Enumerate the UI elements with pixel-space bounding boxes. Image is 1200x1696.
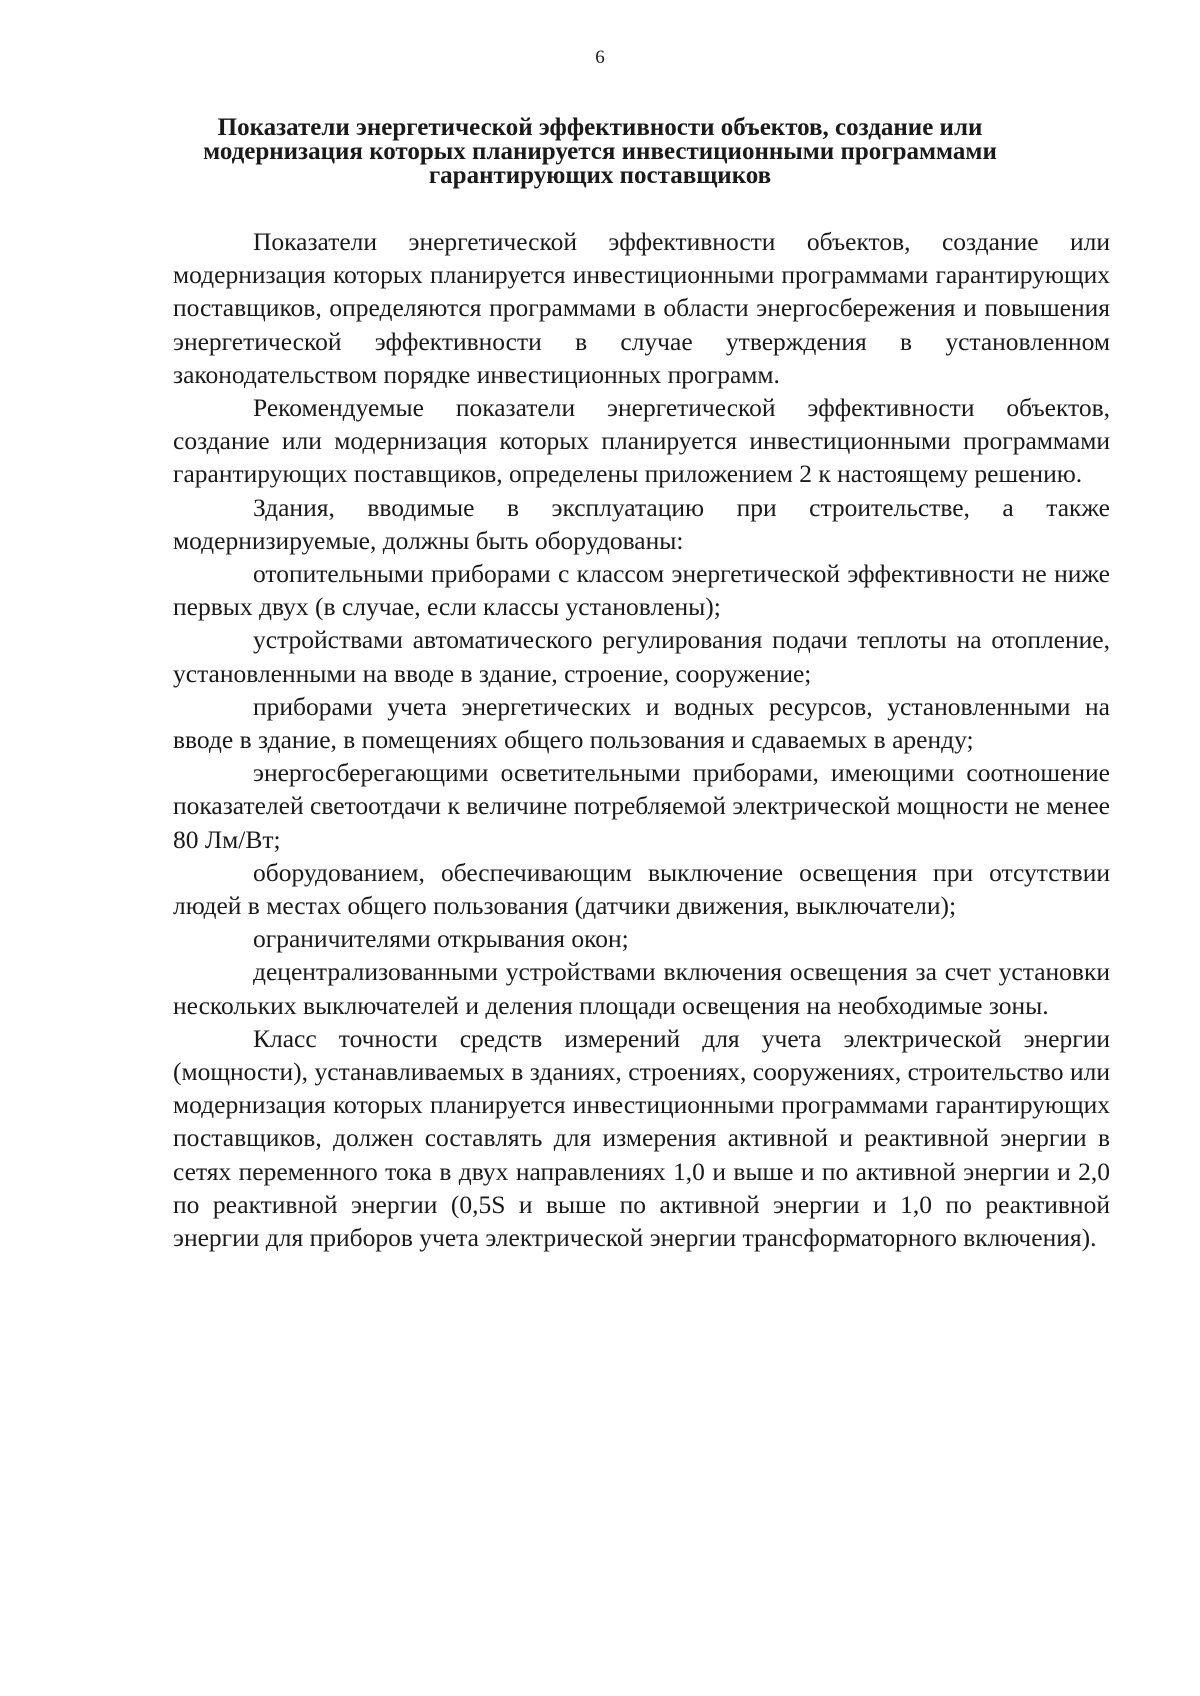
paragraph: децентрализованными устройствами включения освещения за счет установки нескольких выключателей и деления площади освещения на необходимые зоны.	[173, 957, 1110, 1020]
paragraph: Показатели энергетической эффективности объектов, создание или модернизация которых планируется инвестиционными программами гарантирующих поставщиков, определяются программами в области энергосбережения и повышения энергетической эффективности в случае утверждения в установленном законодательством порядке инвестиционных программ.	[173, 227, 1110, 389]
paragraph: устройствами автоматического регулирования подачи теплоты на отопление, установленными на вводе в здание, строение, сооружение;	[173, 625, 1110, 688]
paragraph: Здания, вводимые в эксплуатацию при строительстве, а также модернизируемые, должны быть оборудованы:	[173, 492, 1110, 555]
paragraph: отопительными приборами с классом энергетической эффективности не ниже первых двух (в случае, если классы установлены);	[173, 559, 1110, 622]
paragraph: Рекомендуемые показатели энергетической эффективности объектов, создание или модернизация которых планируется инвестиционными программами гарантирующих поставщиков, определены приложением 2 к настоящему решению.	[173, 393, 1110, 489]
paragraph: оборудованием, обеспечивающим выключение освещения при отсутствии людей в местах общего пользования (датчики движения, выключатели);	[173, 857, 1110, 921]
paragraph: приборами учета энергетических и водных ресурсов, установленными на вводе в здание, в помещениях общего пользования и сдаваемых в аренду;	[173, 691, 1110, 755]
document-body	[173, 225, 1110, 1254]
paragraph: энергосберегающими осветительными приборами, имеющими соотношение показателей светоотдачи к величине потребляемой электрической мощности не менее 80 Лм/Вт;	[173, 758, 1110, 854]
document-title: Показатели энергетической эффективности объектов, создание или модернизация которых планируется инвестиционными программами гарантирующих поставщиков	[203, 114, 997, 189]
paragraph: Класс точности средств измерений для учета электрической энергии (мощности), устанавливаемых в зданиях, строениях, сооружениях, строительство или модернизация которых планируется инвестиционными программами гарантирующих поставщиков, должен составлять для измерения активной и реактивной энергии в сетях переменного тока в двух направлениях 1,0 и выше и по активной энергии и 2,0 по реактивной энергии (0,5S и выше по активной энергии и 1,0 по реактивной энергии для приборов учета электрической энергии трансформаторного включения).	[173, 1023, 1110, 1253]
paragraph: ограничителями открывания окон;	[253, 924, 629, 954]
page-number: 6	[595, 47, 605, 68]
